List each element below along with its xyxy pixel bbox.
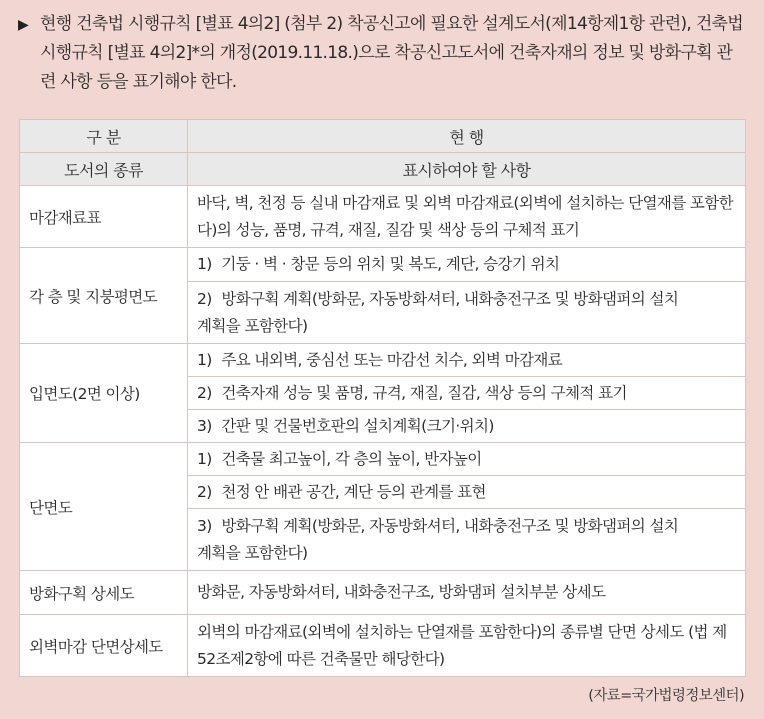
row-text: 방화문, 자동방화셔터, 내화충전구조, 방화댐퍼 설치부분 상세도 — [197, 583, 606, 601]
table-row — [20, 248, 746, 282]
row-label: 마감재료표 — [20, 186, 188, 248]
item-number: 3) — [197, 416, 212, 435]
header-current: 현 행 — [188, 120, 746, 153]
row-item — [188, 282, 746, 344]
header-required-items: 표시하여야 할 사항 — [188, 153, 746, 186]
item-continuation: 계획을 포함한다) — [197, 316, 308, 335]
item-number: 2) — [197, 289, 212, 308]
item-number: 1) — [197, 255, 212, 273]
item-text: 건축자재 성능 및 품명, 규격, 재질, 질감, 색상 등의 구체적 표기 — [221, 383, 627, 402]
table-row — [20, 571, 746, 615]
item-number: 1) — [197, 350, 212, 369]
row-label: 방화구획 상세도 — [20, 571, 188, 615]
item-text: 주요 내외벽, 중심선 또는 마감선 치수, 외벽 마감재료 — [221, 350, 563, 369]
header-document-type: 도서의 종류 — [20, 153, 188, 186]
row-item — [188, 248, 746, 282]
row-text: 바닥, 벽, 천정 등 실내 마감재료 및 외벽 마감재료(외벽에 설치하는 단열재를 포함한다)의 성능, 품명, 규격, 재질, 질감 및 색상 등의 구체적 표기 — [197, 193, 734, 239]
row-label: 단면도 — [20, 443, 188, 571]
item-number: 2) — [197, 482, 212, 501]
table-row — [20, 186, 746, 248]
row-item — [188, 410, 746, 443]
item-continuation: 계획을 포함한다) — [197, 543, 308, 562]
row-content — [188, 615, 746, 677]
item-text: 건축물 최고높이, 각 층의 높이, 반자높이 — [221, 449, 482, 468]
row-item — [188, 344, 746, 377]
regulation-table — [19, 119, 746, 677]
item-text: 간판 및 건물번호판의 설치계획(크기·위치) — [221, 416, 494, 435]
table-row — [20, 344, 746, 377]
item-text: 기둥 · 벽 · 창문 등의 위치 및 복도, 계단, 승강기 위치 — [221, 255, 560, 273]
item-number: 3) — [197, 516, 212, 535]
item-text: 천정 안 배관 공간, 계단 등의 관계를 표현 — [221, 482, 486, 501]
row-item — [188, 377, 746, 410]
triangle-bullet-icon: ▶ — [18, 17, 29, 33]
row-label: 입면도(2면 이상) — [20, 344, 188, 443]
table-header-row-1 — [20, 120, 746, 153]
source-caption: (자료=국가법령정보센터) — [588, 688, 744, 704]
row-content — [188, 571, 746, 615]
row-text: 외벽의 마감재료(외벽에 설치하는 단열재를 포함한다)의 종류별 단면 상세도 (법 제52조제2항에 따른 건축물만 해당한다) — [197, 622, 727, 668]
intro-paragraph — [18, 10, 746, 97]
item-number: 2) — [197, 383, 212, 402]
row-label: 각 층 및 지붕평면도 — [20, 248, 188, 344]
table-header-row-2 — [20, 153, 746, 186]
table-row — [20, 443, 746, 476]
intro-text: 현행 건축법 시행규칙 [별표 4의2] (첨부 2) 착공신고에 필요한 설계도서(제14항제1항 관련), 건축법 시행규칙 [별표 4의2]*의 개정(2019.11.18.)으로 착공신고도서에 건축자재의 정보 및 방화구획 관련 사항 등을 표기해야 한다. — [40, 14, 744, 92]
table-row — [20, 615, 746, 677]
row-item — [188, 476, 746, 509]
row-item — [188, 509, 746, 571]
row-content — [188, 186, 746, 248]
item-text: 방화구획 계획(방화문, 자동방화셔터, 내화충전구조 및 방화댐퍼의 설치 — [221, 289, 679, 308]
header-category: 구 분 — [20, 120, 188, 153]
row-item — [188, 443, 746, 476]
item-text: 방화구획 계획(방화문, 자동방화셔터, 내화충전구조 및 방화댐퍼의 설치 — [221, 516, 679, 535]
item-number: 1) — [197, 449, 212, 468]
row-label: 외벽마감 단면상세도 — [20, 615, 188, 677]
